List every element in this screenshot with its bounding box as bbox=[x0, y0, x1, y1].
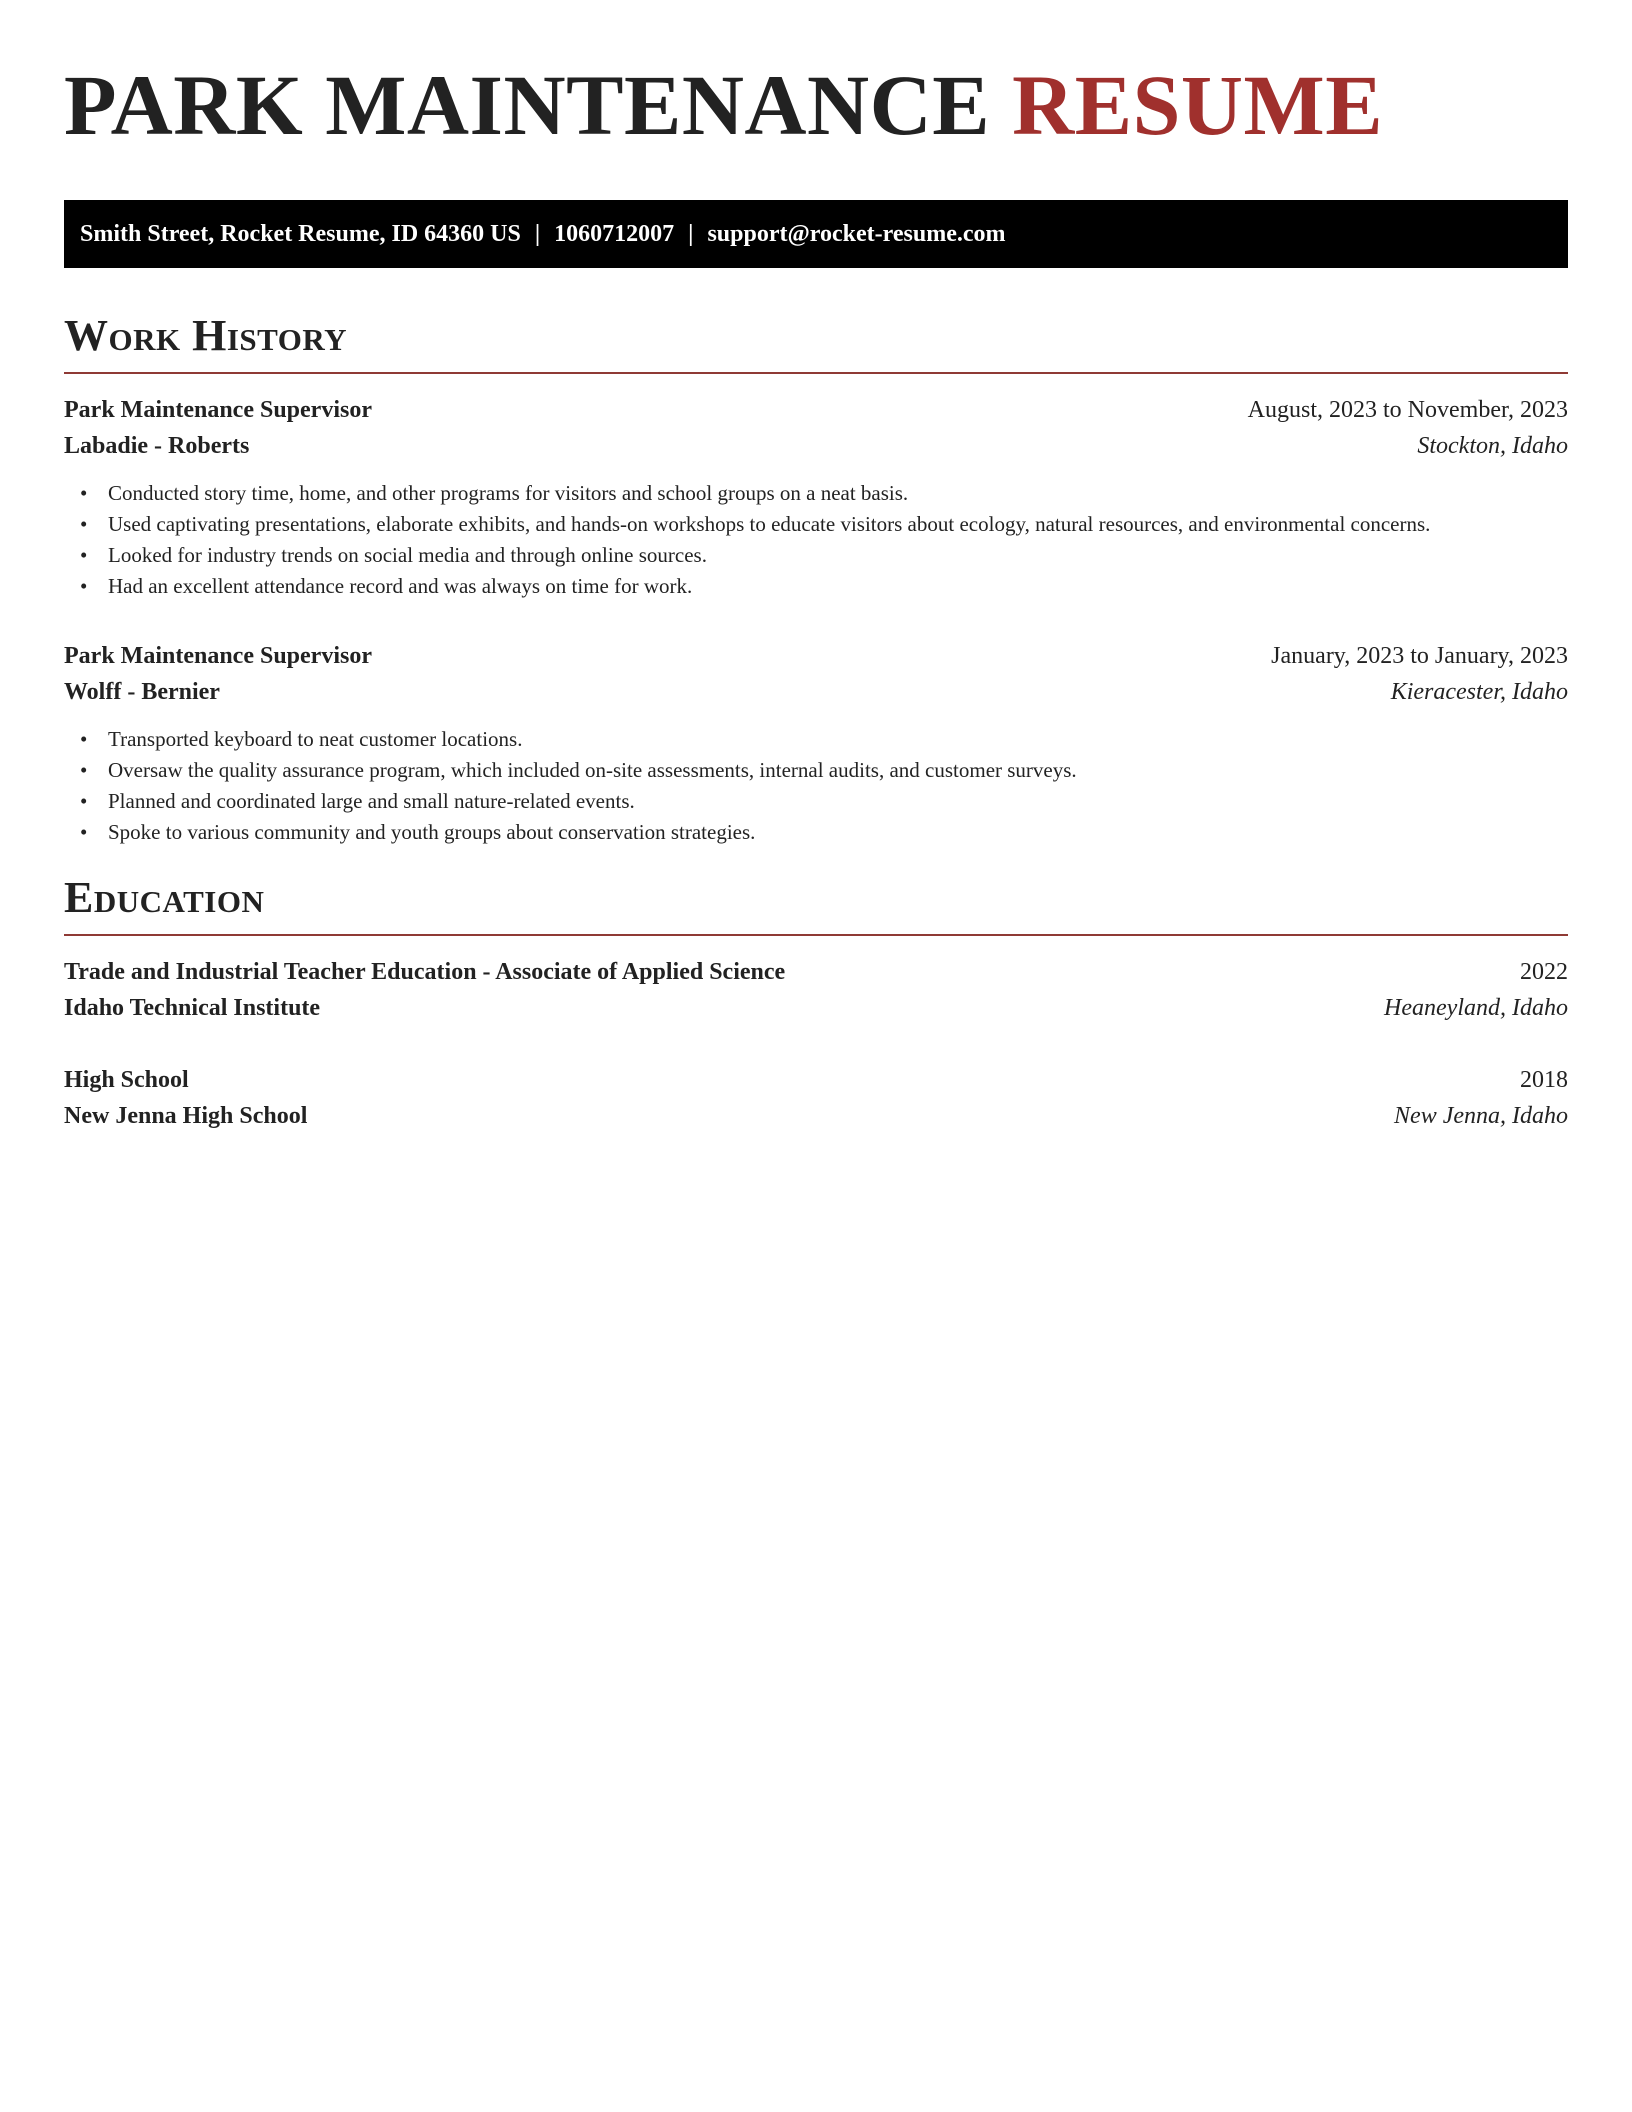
contact-bar bbox=[64, 200, 1568, 268]
title-accent: RESUME bbox=[1012, 57, 1384, 153]
education-degree: High School bbox=[64, 1067, 189, 1093]
education-location: Heaneyland, Idaho bbox=[1384, 995, 1568, 1021]
job-location: Kieracester, Idaho bbox=[1390, 679, 1568, 705]
contact-email: support@rocket-resume.com bbox=[707, 220, 1006, 247]
contact-address: Smith Street, Rocket Resume, ID 64360 US bbox=[80, 220, 521, 247]
job-position: Park Maintenance Supervisor bbox=[64, 397, 372, 423]
contact-phone: 1060712007 bbox=[554, 220, 675, 247]
education-entry-header bbox=[64, 1062, 1568, 1098]
work-history-heading: Work History bbox=[64, 314, 1568, 374]
education-school: Idaho Technical Institute bbox=[64, 995, 321, 1021]
education-entry-subheader bbox=[64, 1098, 1568, 1134]
job-duty-item: • Transported keyboard to neat customer locations. bbox=[80, 724, 1568, 755]
education-location: New Jenna, Idaho bbox=[1394, 1103, 1568, 1129]
education-entry bbox=[64, 1062, 1568, 1134]
job-location: Stockton, Idaho bbox=[1417, 433, 1568, 459]
education-entry-subheader bbox=[64, 990, 1568, 1026]
job-position: Park Maintenance Supervisor bbox=[64, 643, 372, 669]
job-duty-item: • Oversaw the quality assurance program, which included on-site assessments, internal audits, and customer surveys. bbox=[80, 755, 1568, 786]
education-year: 2022 bbox=[1520, 959, 1568, 985]
education-degree: Trade and Industrial Teacher Education - Associate of Applied Science bbox=[64, 959, 786, 985]
education-entry-header bbox=[64, 954, 1568, 990]
job-company: Wolff - Bernier bbox=[64, 679, 220, 705]
education-year: 2018 bbox=[1520, 1067, 1568, 1093]
education-section bbox=[64, 873, 1568, 1134]
work-entry-subheader bbox=[64, 428, 1568, 464]
title-main: PARK MAINTENANCE bbox=[64, 57, 991, 153]
job-dates: August, 2023 to November, 2023 bbox=[1247, 397, 1568, 423]
education-school: New Jenna High School bbox=[64, 1103, 308, 1129]
work-history-section bbox=[64, 311, 1568, 848]
resume-title bbox=[64, 58, 1568, 176]
job-duties-list bbox=[64, 724, 1568, 848]
work-entry-subheader bbox=[64, 674, 1568, 710]
contact-separator: | bbox=[688, 220, 694, 247]
work-entry-header bbox=[64, 392, 1568, 428]
job-duty-item: • Spoke to various community and youth groups about conservation strategies. bbox=[80, 817, 1568, 848]
job-duty-item: • Used captivating presentations, elaborate exhibits, and hands-on workshops to educate visitors about ecology, natural resources, and environmental concerns. bbox=[80, 509, 1568, 540]
job-duty-item: • Planned and coordinated large and small nature-related events. bbox=[80, 786, 1568, 817]
job-company: Labadie - Roberts bbox=[64, 433, 250, 459]
work-entry-header bbox=[64, 638, 1568, 674]
education-heading: Education bbox=[64, 876, 1568, 936]
job-duty-item: • Had an excellent attendance record and was always on time for work. bbox=[80, 571, 1568, 602]
job-duty-item: • Conducted story time, home, and other programs for visitors and school groups on a neat basis. bbox=[80, 478, 1568, 509]
job-duties-list bbox=[64, 478, 1568, 602]
contact-separator: | bbox=[534, 220, 541, 247]
work-entry bbox=[64, 638, 1568, 848]
work-entry bbox=[64, 392, 1568, 602]
job-dates: January, 2023 to January, 2023 bbox=[1271, 643, 1568, 669]
job-duty-item: • Looked for industry trends on social media and through online sources. bbox=[80, 540, 1568, 571]
education-entry bbox=[64, 954, 1568, 1026]
